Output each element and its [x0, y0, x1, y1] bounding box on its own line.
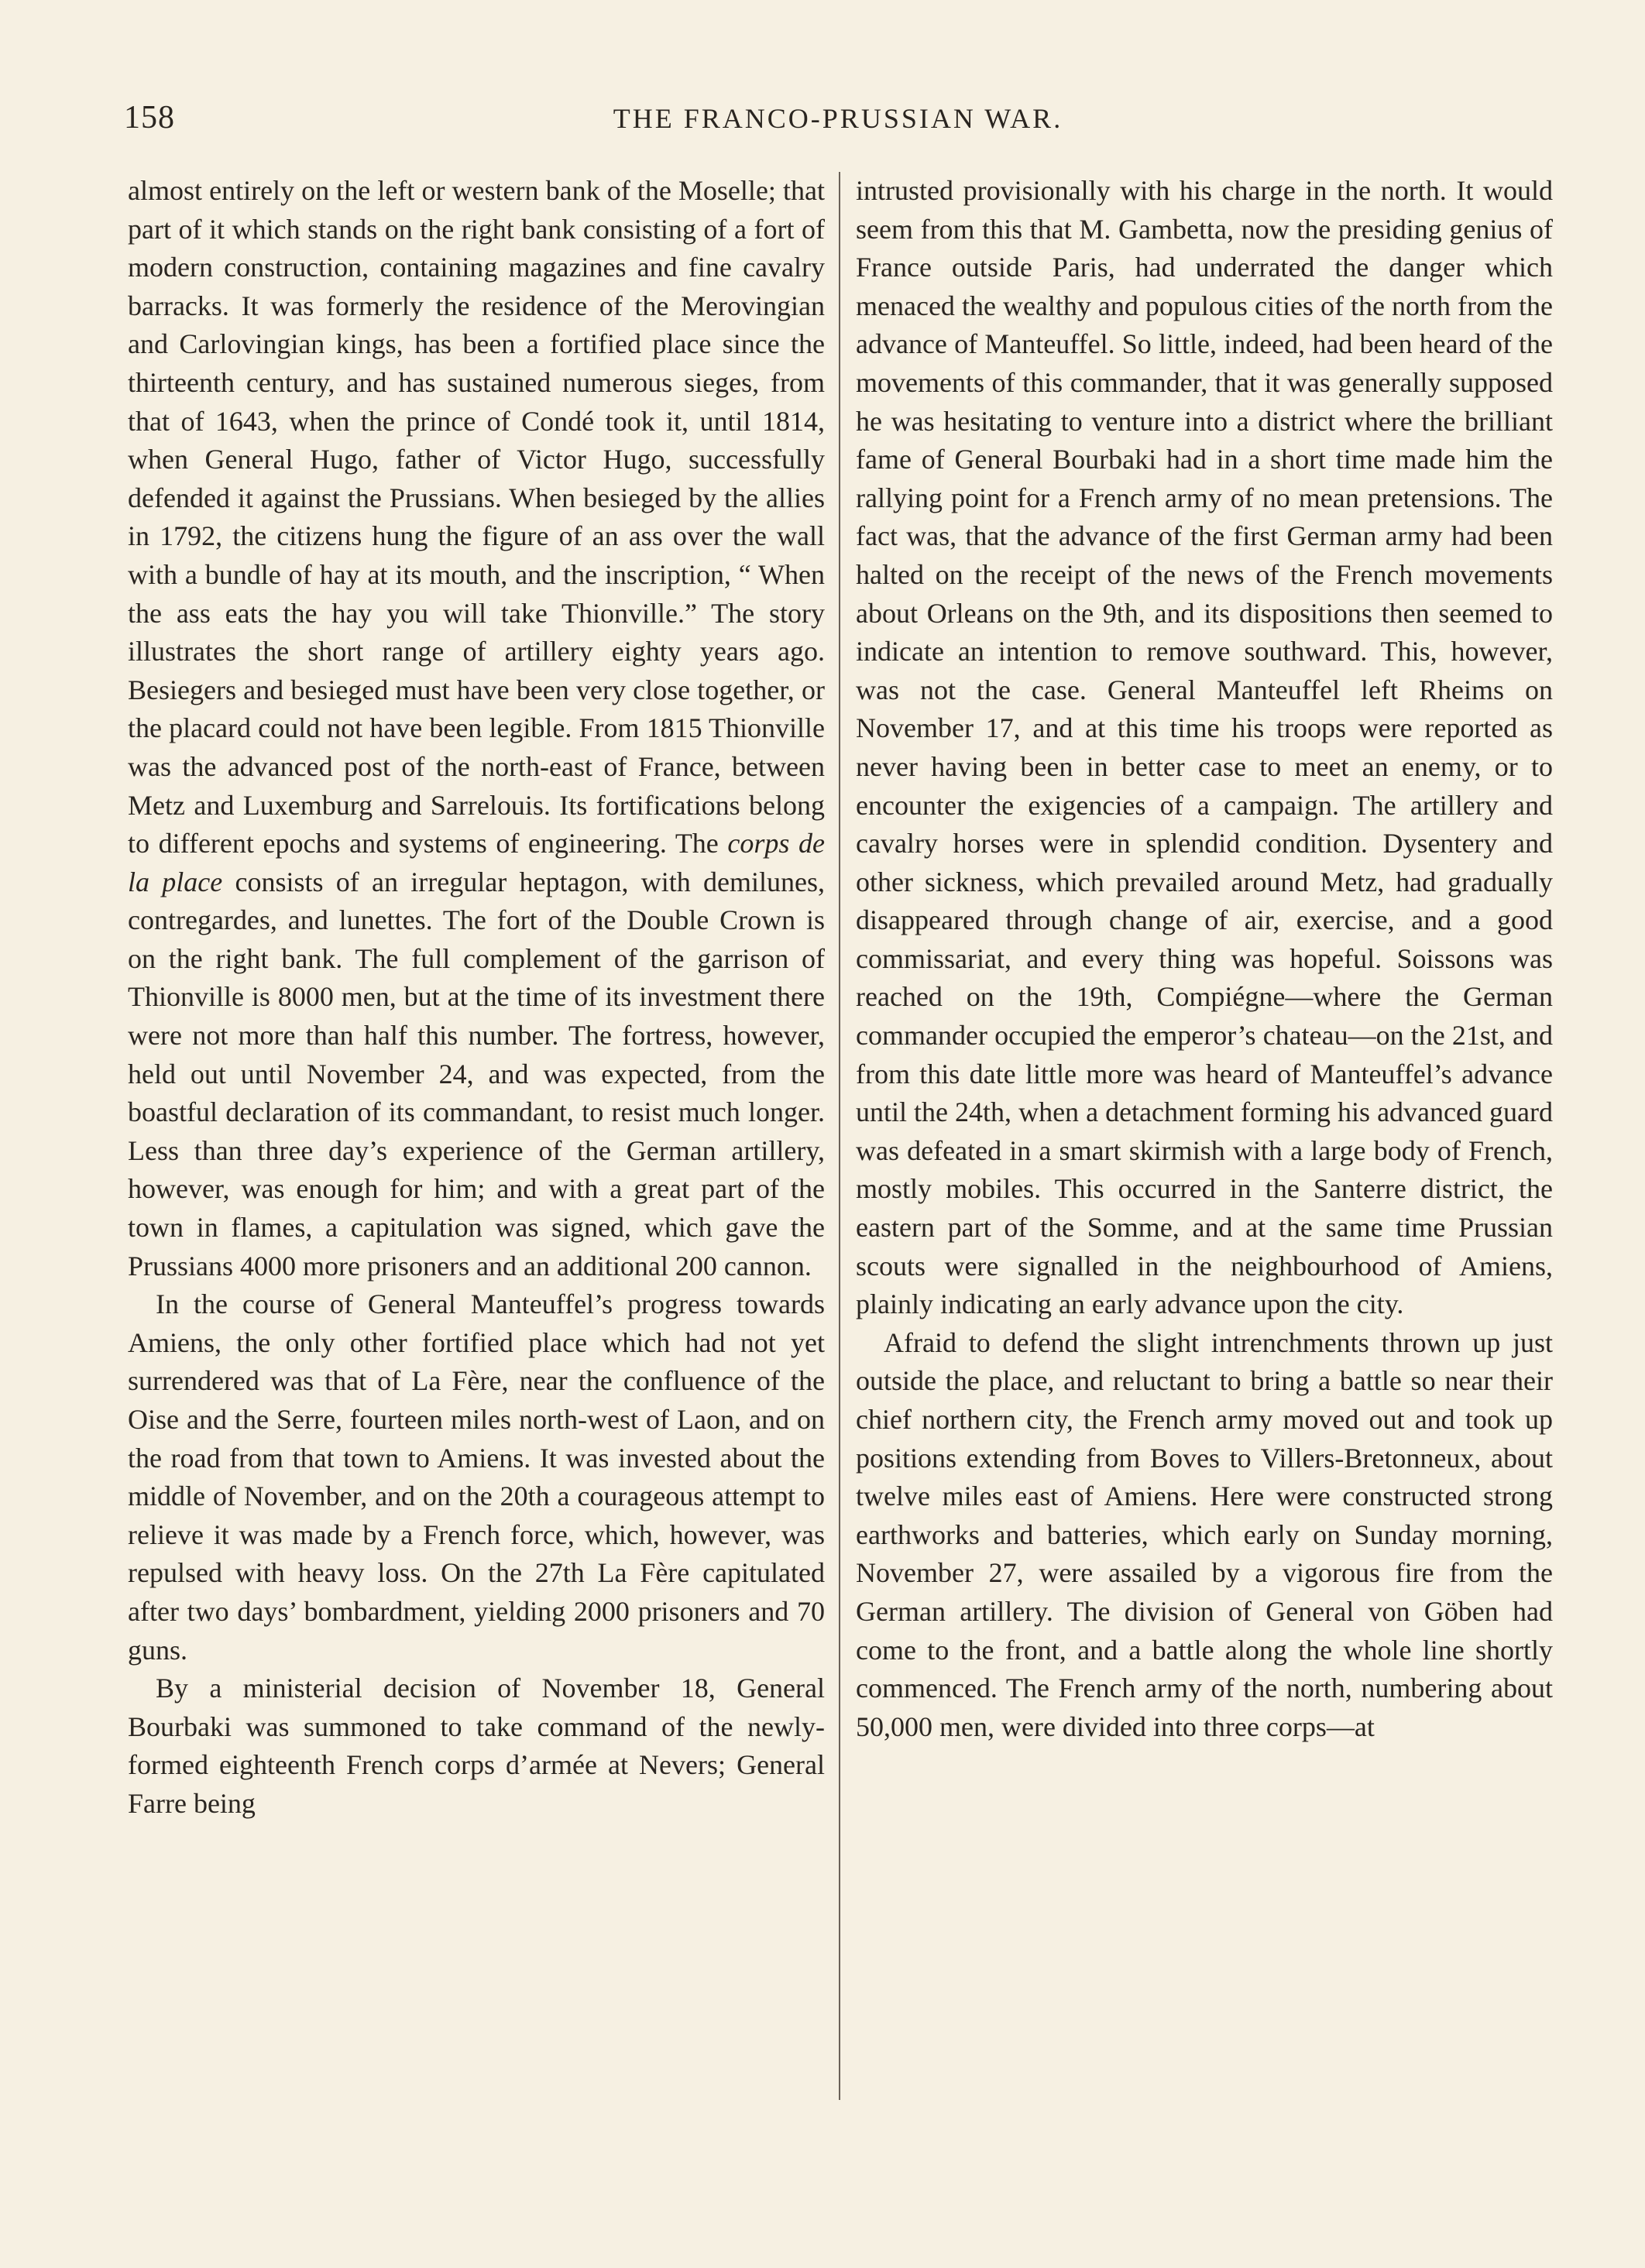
left-column	[128, 172, 825, 1824]
left-paragraph-2: In the course of General Manteuffel’s progress towards Amiens, the only other fortified place which had not yet surrendered was that of La Fère, near the confluence of the Oise and the Serre, fourteen miles north-west of Laon, and on the road from that town to Amiens. It was invested about the middle of November, and on the 20th a courageous attempt to relieve it was made by a French force, which, however, was repulsed with heavy loss. On the 27th La Fère capitulated after two days’ bombardment, yielding 2000 prisoners and 70 guns.	[128, 1288, 825, 1666]
running-head: THE FRANCO-PRUSSIAN WAR.	[613, 103, 1063, 134]
left-paragraph-1-text-a: almost entirely on the left or western bank of the Moselle; that part of it which stands on the right bank consisting of a fort of modern construction, containing magazines and fine cavalry barracks. It was formerly the residence of the Merovingian and Carlovingian kings, has been a fortified place since the thirteenth century, and has sustained numerous sieges, from that of 1643, when the prince of Condé took it, until 1814, when General Hugo, father of Victor Hugo, successfully defended it against the Prussians. When besieged by the allies in 1792, the citizens hung the figure of an ass over the wall with a bundle of hay at its mouth, and the inscription, “ When the ass eats the hay you will take Thionville.” The story illustrates the short range of artillery eighty years ago. Besiegers and besieged must have been very close together, or the placard could not have been legible. From 1815 Thionville was the advanced post of the north-east of France, between Metz and Luxemburg and Sarrelouis. Its fortifications belong to different epochs and systems of engineering. The	[128, 175, 825, 860]
page-header	[124, 99, 1552, 142]
italic-phrase: corps de la place	[128, 828, 825, 897]
left-paragraph-1-text-b: consists of an irregular heptagon, with demilunes, contregardes, and lunettes. The fort of the Double Crown is on the right bank. The full complement of the garrison of Thionville is 8000 men, but at the time of its investment there were not more than half this number. The fortress, however, held out until November 24, and was expected, from the boastful declaration of its commandant, to resist much longer. Less than three day’s experience of the German artillery, however, was enough for him; and with a great part of the town in flames, a capitulation was signed, which gave the Prussians 4000 more prisoners and an additional 200 cannon.	[128, 866, 825, 1282]
left-paragraph-3: By a ministerial decision of November 18, General Bourbaki was summoned to take command of the newly-formed eighteenth French corps d’armée at Nevers; General Farre being	[128, 1673, 825, 1819]
right-column	[856, 172, 1553, 1746]
left-paragraph-1	[128, 172, 825, 1285]
column-divider	[839, 172, 840, 2100]
right-paragraph-1: intrusted provisionally with his charge in the north. It would seem from this that M. Gambetta, now the presiding genius of France outside Paris, had underrated the danger which menaced the wealthy and populous cities of the north from the advance of Manteuffel. So little, indeed, had been heard of the movements of this commander, that it was generally supposed he was hesitating to venture into a district where the brilliant fame of General Bourbaki had in a short time made him the rallying point for a French army of no mean pretensions. The fact was, that the advance of the first German army had been halted on the receipt of the news of the French movements about Orleans on the 9th, and its dispositions then seemed to indicate an intention to remove southward. This, however, was not the case. General Manteuffel left Rheims on November 17, and at this time his troops were reported as never having been in better case to meet an enemy, or to encounter the exigencies of a campaign. The artillery and cavalry horses were in splendid condition. Dysentery and other sickness, which prevailed around Metz, had gradually disappeared through change of air, exercise, and a good commissariat, and every thing was hopeful. Soissons was reached on the 19th, Compiégne—where the German commander occupied the emperor’s chateau—on the 21st, and from this date little more was heard of Manteuffel’s advance until the 24th, when a detachment forming his advanced guard was defeated in a smart skirmish with a large body of French, mostly mobiles. This occurred in the Santerre district, the eastern part of the Somme, and at the same time Prussian scouts were signalled in the neighbourhood of Amiens, plainly indicating an early advance upon the city.	[856, 175, 1553, 1320]
page-number: 158	[124, 100, 175, 136]
right-paragraph-2: Afraid to defend the slight intrenchments thrown up just outside the place, and reluctant to bring a battle so near their chief northern city, the French army moved out and took up positions extending from Boves to Villers-Bretonneux, about twelve miles east of Amiens. Here were constructed strong earthworks and batteries, which early on Sunday morning, November 27, were assailed by a vigorous fire from the German artillery. The division of General von Göben had come to the front, and a battle along the whole line shortly commenced. The French army of the north, numbering about 50,000 men, were divided into three corps—at	[856, 1326, 1553, 1742]
